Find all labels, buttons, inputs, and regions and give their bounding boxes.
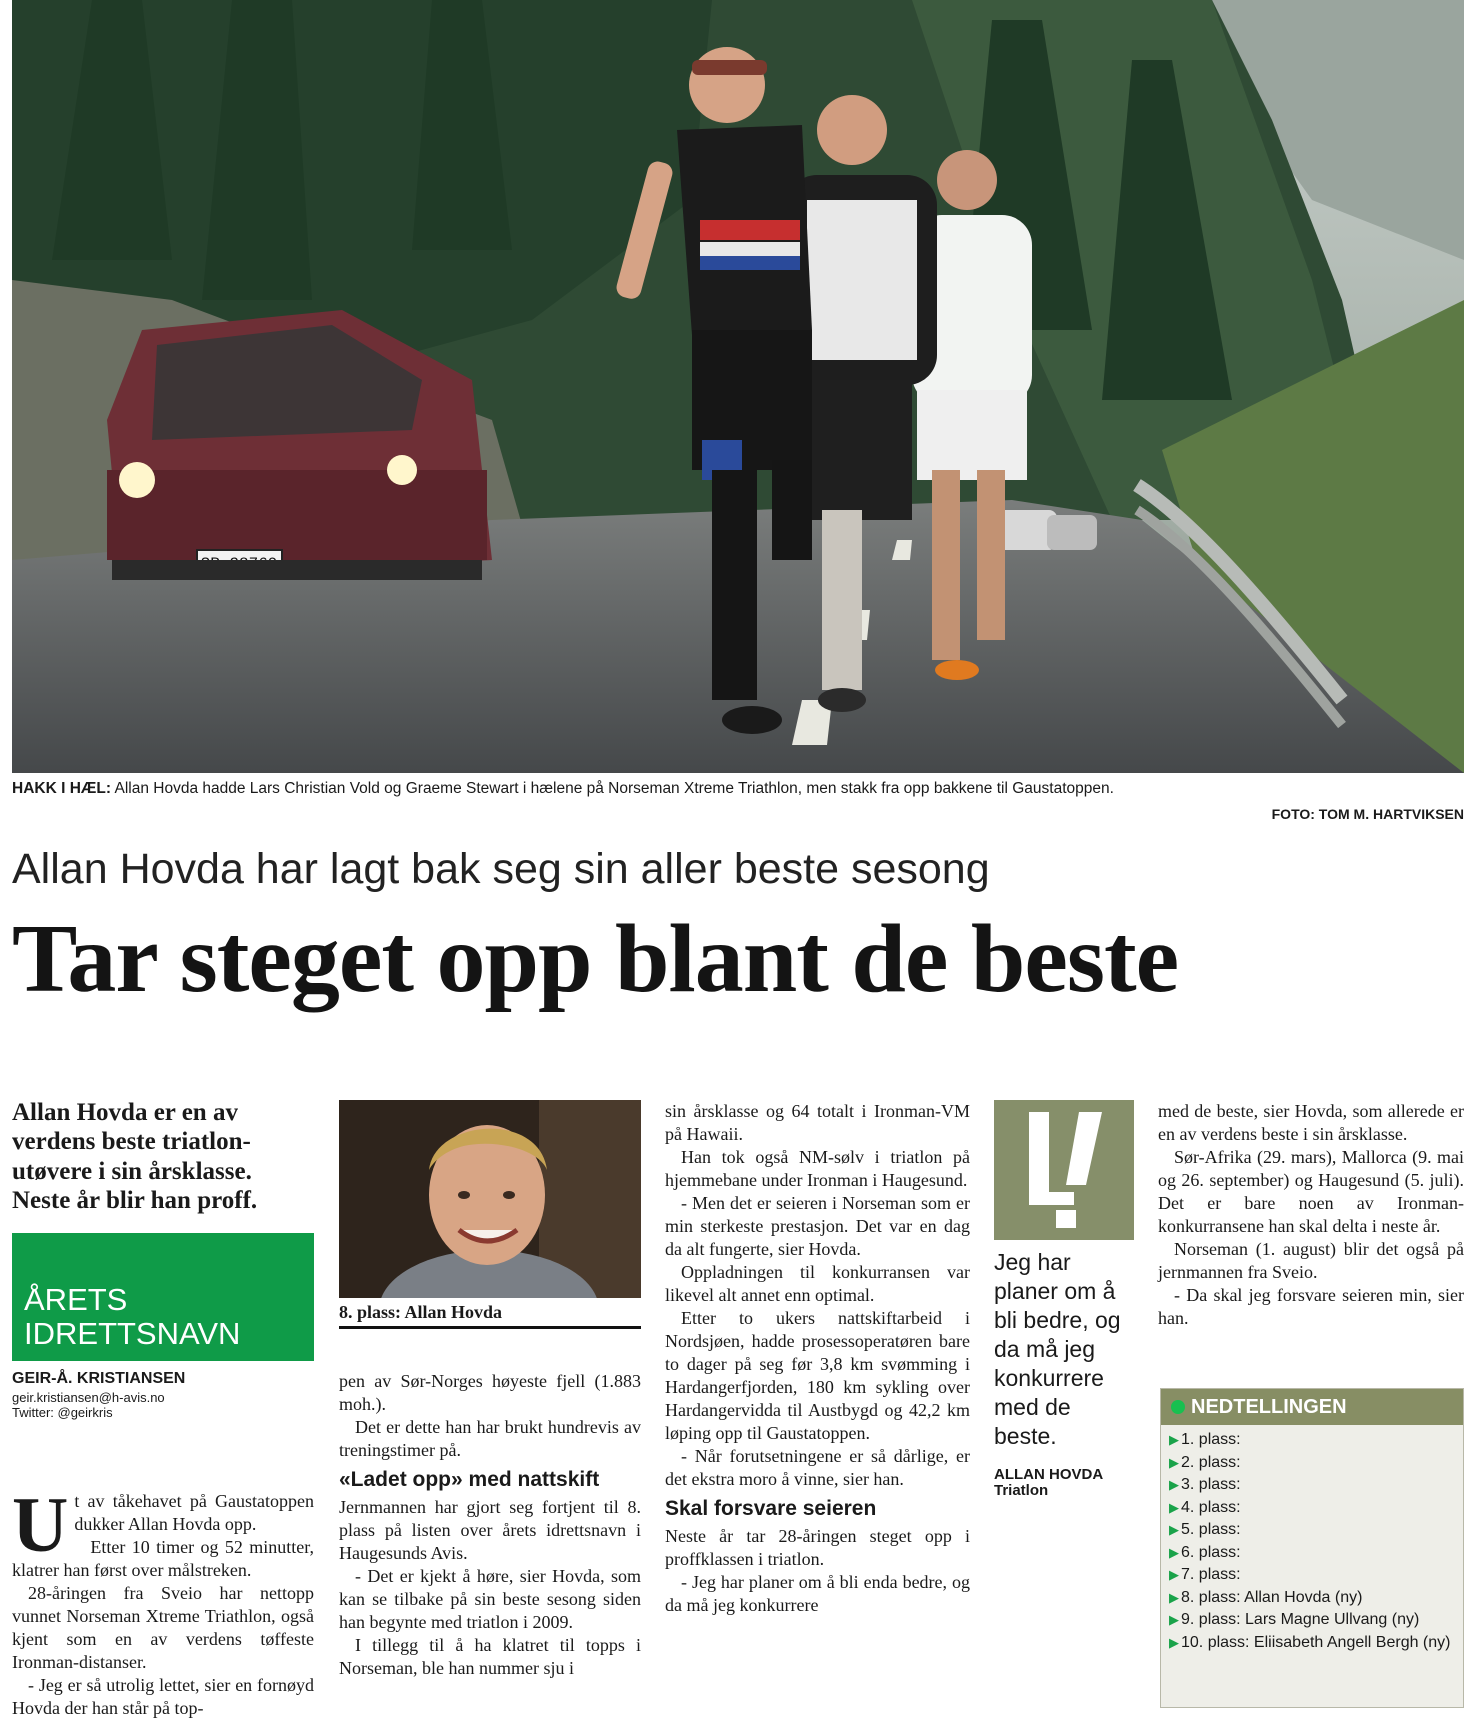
section-badge bbox=[12, 1233, 314, 1361]
paragraph: Det er dette han har brukt hundrevis av treningstimer på. bbox=[339, 1417, 641, 1460]
list-item: ▶ 6. plass: bbox=[1161, 1542, 1463, 1565]
arrow-icon: ▶ bbox=[1169, 1567, 1179, 1582]
paragraph: 28-åringen fra Sveio har nettopp vunnet Norseman Xtreme Triathlon, også kjent som en av verdens tøffeste Ironman-distanser. bbox=[12, 1583, 314, 1672]
paragraph: t av tåkehavet på Gaustatoppen dukker Allan Hovda opp. bbox=[74, 1491, 314, 1534]
paragraph: - Da skal jeg forsvare seieren min, sier han. bbox=[1158, 1285, 1464, 1328]
list-item: ▶ 4. plass: bbox=[1161, 1497, 1463, 1520]
paragraph: I tillegg til å ha klatret til topps i Norseman, ble han nummer sju i bbox=[339, 1635, 641, 1678]
paragraph: pen av Sør-Norges høyeste fjell (1.883 moh.). bbox=[339, 1371, 641, 1414]
countdown-header bbox=[1161, 1389, 1463, 1425]
paragraph: Jernmannen har gjort seg fortjent til 8. plass på listen over årets idrettsnavn i Haugesunds Avis. bbox=[339, 1497, 641, 1563]
countdown-box bbox=[1160, 1388, 1464, 1708]
paragraph: - Når forutsetningene er så dårlige, er det ekstra moro å vinne, sier han. bbox=[665, 1446, 970, 1489]
pull-quote: Jeg har planer om å bli bedre, og da må jeg konkurrere med de beste. bbox=[994, 1249, 1121, 1449]
list-item: ▶ 7. plass: bbox=[1161, 1564, 1463, 1587]
quote-role: Triatlon bbox=[994, 1481, 1049, 1499]
green-dot-icon bbox=[1171, 1400, 1185, 1414]
arrow-icon: ▶ bbox=[1169, 1432, 1179, 1447]
drop-cap: U bbox=[12, 1481, 69, 1568]
quote-attribution bbox=[994, 1467, 1103, 1499]
arrow-icon: ▶ bbox=[1169, 1589, 1179, 1605]
byline: GEIR-Å. KRISTIANSEN bbox=[12, 1370, 186, 1387]
paragraph: - Det er kjekt å høre, sier Hovda, som kan se tilbake på sin beste sesong siden han begynte med triatlon i 2009. bbox=[339, 1566, 641, 1632]
list-item: ▶ 10. plass: Eliisabeth Angell Bergh (ny) bbox=[1161, 1632, 1463, 1655]
caption-lead: HAKK I HÆL: bbox=[12, 780, 112, 797]
list-item: ▶ 5. plass: bbox=[1161, 1519, 1463, 1542]
paragraph: sin årsklasse og 64 totalt i Ironman-VM på Hawaii. bbox=[665, 1101, 970, 1144]
arrow-icon: ▶ bbox=[1169, 1612, 1179, 1627]
photo-caption bbox=[12, 780, 1464, 798]
runners-illustration bbox=[12, 0, 1464, 773]
kicker: Allan Hovda har lagt bak seg sin aller beste sesong bbox=[12, 845, 990, 893]
portrait-caption: 8. plass: Allan Hovda bbox=[339, 1302, 641, 1329]
arrow-icon: ▶ bbox=[1169, 1454, 1179, 1470]
body-column-3 bbox=[665, 1100, 970, 1617]
paragraph: Neste år tar 28-åringen steget opp i proffklassen i triatlon. bbox=[665, 1526, 970, 1569]
headline: Tar steget opp blant de beste bbox=[12, 905, 1179, 1013]
portrait-photo bbox=[339, 1100, 641, 1298]
paragraph: Etter 10 timer og 52 minutter, klatrer han først over målstreken. bbox=[12, 1537, 314, 1580]
quote-name: ALLAN HOVDA bbox=[994, 1466, 1104, 1483]
paragraph: Sør-Afrika (29. mars), Mallorca (9. mai og 26. september) og Haugesund (5. juli). Det er bare noen av Ironman-konkurransene han skal delta i neste år. bbox=[1158, 1147, 1464, 1236]
subheading-1: «Ladet opp» med nattskift bbox=[339, 1468, 600, 1491]
author-email[interactable]: geir.kristiansen@h-avis.no bbox=[12, 1390, 165, 1405]
photo-credit: FOTO: TOM M. HARTVIKSEN bbox=[1271, 806, 1464, 822]
hero-photo bbox=[12, 0, 1464, 773]
body-column-1 bbox=[12, 1481, 314, 1720]
author-twitter[interactable]: Twitter: @geirkris bbox=[12, 1405, 113, 1420]
list-item: ▶ 9. plass: Lars Magne Ullvang (ny) bbox=[1161, 1609, 1463, 1632]
intro: Allan Hovda er en av verdens beste triatlon-utøvere i sin årsklasse. Neste år blir han proff. bbox=[12, 1099, 258, 1214]
countdown-title: NEDTELLINGEN bbox=[1191, 1395, 1347, 1418]
list-item: ▶ 3. plass: bbox=[1161, 1474, 1463, 1497]
list-item: ▶ 2. plass: bbox=[1161, 1452, 1463, 1475]
paragraph: - Men det er seieren i Norseman som er min sterkeste prestasjon. Det var en dag da alt fungerte, sier Hovda. bbox=[665, 1193, 970, 1259]
caption-text: Allan Hovda hadde Lars Christian Vold og Graeme Stewart i hælene på Norseman Xtreme Triathlon, men stakk fra opp bakkene til Gaustatoppen. bbox=[111, 780, 1114, 797]
paragraph: Oppladningen til konkurransen var likevel alt annet enn optimal. bbox=[665, 1262, 970, 1305]
paragraph: Etter to ukers nattskiftarbeid i Nordsjøen, hadde prosessoperatøren bare to dager på seg før 3,8 km svømming i Hardangerfjorden, 180 km sykling over Hardangervidda til Austbygd og 42,2 km løping opp til Gaustatoppen. bbox=[665, 1308, 970, 1443]
arrow-icon: ▶ bbox=[1169, 1477, 1179, 1492]
paragraph: Han tok også NM-sølv i triatlon på hjemmebane under Ironman i Haugesund. bbox=[665, 1147, 970, 1190]
portrait-illustration bbox=[339, 1100, 641, 1298]
arrow-icon: ▶ bbox=[1169, 1634, 1179, 1650]
paragraph: Norseman (1. august) blir det også på jernmannen fra Sveio. bbox=[1158, 1239, 1464, 1282]
paragraph: - Jeg har planer om å bli enda bedre, og da må jeg konkurrere bbox=[665, 1572, 970, 1615]
arrow-icon: ▶ bbox=[1169, 1544, 1179, 1560]
list-item: ▶ 1. plass: bbox=[1161, 1429, 1463, 1452]
paragraph: - Jeg er så utrolig lettet, sier en fornøyd Hovda der han står på top- bbox=[12, 1675, 314, 1718]
paragraph: med de beste, sier Hovda, som allerede er en av verdens beste i sin årsklasse. bbox=[1158, 1101, 1464, 1144]
body-column-2 bbox=[339, 1370, 641, 1680]
badge-line1: ÅRETS bbox=[24, 1282, 128, 1317]
body-column-4 bbox=[1158, 1100, 1464, 1330]
arrow-icon: ▶ bbox=[1169, 1522, 1179, 1537]
subheading-2: Skal forsvare seieren bbox=[665, 1497, 877, 1520]
arrow-icon: ▶ bbox=[1169, 1499, 1179, 1515]
quote-mark-icon bbox=[994, 1100, 1134, 1240]
badge-line2: IDRETTSNAVN bbox=[24, 1316, 241, 1352]
list-item: ▶ 8. plass: Allan Hovda (ny) bbox=[1161, 1587, 1463, 1610]
